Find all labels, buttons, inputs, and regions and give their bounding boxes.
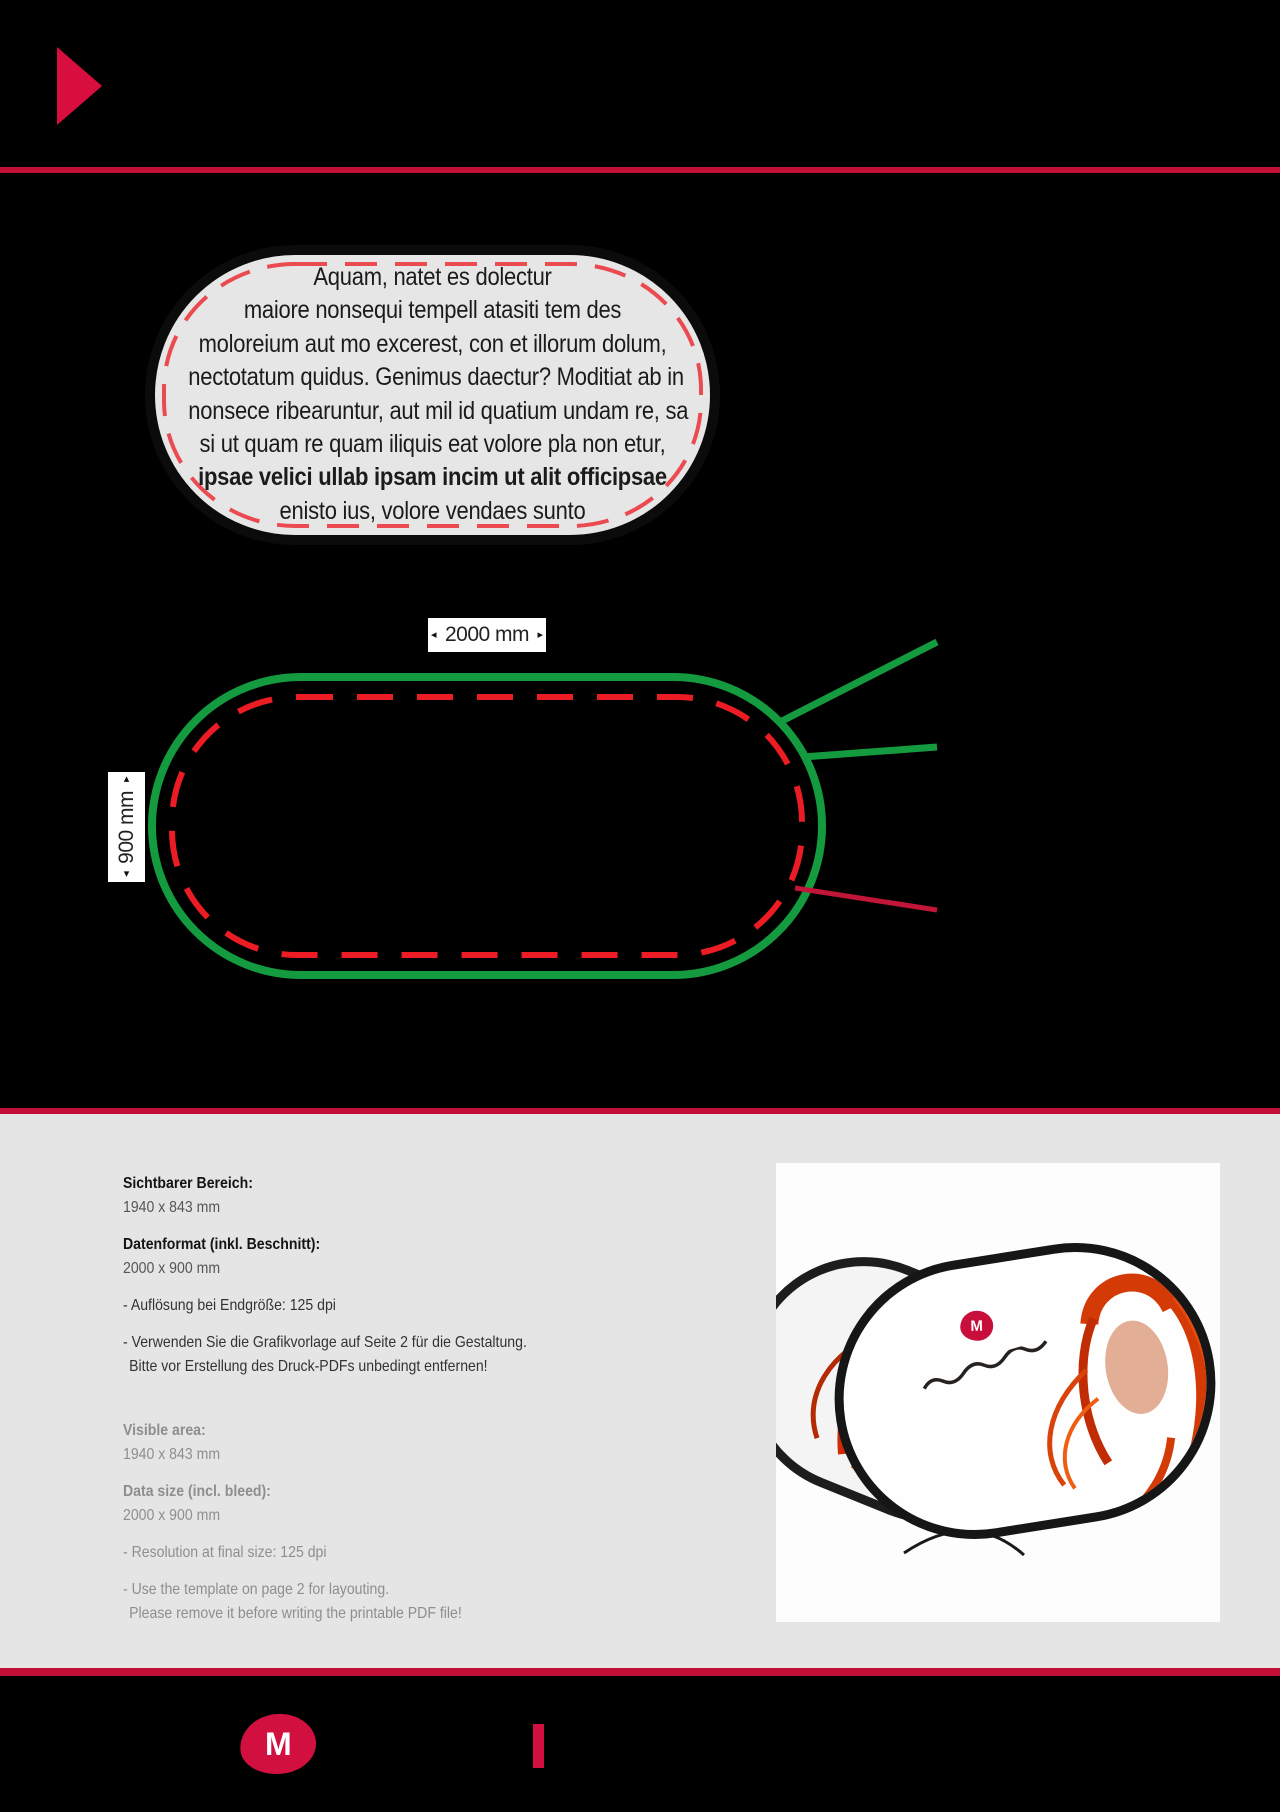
callout-print-line — [803, 747, 937, 757]
bottom-divider — [0, 1668, 1280, 1676]
width-dimension-value: 2000 mm — [444, 623, 530, 646]
en-format-value: 2000 x 900 mm — [123, 1507, 221, 1524]
en-resolution-note: - Resolution at final size: 125 dpi — [123, 1544, 327, 1561]
de-visible-value: 1940 x 843 mm — [123, 1199, 221, 1216]
bubble-line: nectotatum quidus. Genimus daectur? Moditiat ab in — [188, 363, 684, 392]
bubble-line: si ut quam re quam iliquis eat volore pla non etur, — [199, 430, 666, 459]
product-photo — [776, 1163, 1220, 1622]
de-resolution-note: - Auflösung bei Endgröße: 125 dpi — [123, 1297, 336, 1314]
final-size-outline — [152, 677, 822, 975]
de-template-note-line2: Bitte vor Erstellung des Druck-PDFs unbedingt entfernen! — [129, 1358, 488, 1375]
en-template-note-line1: - Use the template on page 2 for layouting. — [123, 1581, 390, 1598]
top-divider — [0, 167, 1280, 173]
callout-visible-area-line — [795, 888, 937, 910]
en-visible-value: 1940 x 843 mm — [123, 1446, 221, 1463]
arrow-left-icon: ◂ — [431, 628, 437, 641]
footer-wordmark-accent — [533, 1724, 544, 1768]
callout-final-size-line — [780, 642, 937, 722]
en-visible-label: Visible area: — [123, 1422, 206, 1439]
bubble-line: ipsae velici ullab ipsam incim ut alit officipsae — [198, 463, 667, 492]
bubble-line: maiore nonsequi tempell atasiti tem des — [243, 296, 622, 325]
arrow-right-icon: ▸ — [537, 628, 543, 641]
info-block-german — [123, 1172, 527, 1379]
de-format-value: 2000 x 900 mm — [123, 1260, 221, 1277]
height-dimension-label — [108, 772, 145, 882]
de-template-note-line1: - Verwenden Sie die Grafikvorlage auf Seite 2 für die Gestaltung. — [123, 1334, 527, 1351]
format-diagram — [140, 620, 960, 1020]
bubble-line: nonsece ribearuntur, aut mil id quatium undam re, sa — [188, 396, 689, 425]
speech-bubble — [145, 245, 720, 545]
red-haired-woman-photo — [964, 1231, 1220, 1542]
bubble-line: moloreium aut mo excerest, con et illorum dolum, — [198, 329, 667, 358]
en-template-note-line2: Please remove it before writing the printable PDF file! — [129, 1605, 462, 1622]
en-format-label: Data size (incl. bleed): — [123, 1483, 271, 1500]
info-block-english — [123, 1419, 462, 1626]
banner-brand-letter: M — [970, 1317, 984, 1335]
footer-brand-logo — [237, 1710, 319, 1778]
bleed-dashed-outline — [172, 697, 802, 955]
footer-brand-letter: M — [264, 1725, 292, 1762]
bubble-copy — [188, 255, 689, 528]
brand-triangle-icon — [57, 47, 102, 125]
bubble-line: Aquam, natet es dolectur — [313, 263, 552, 291]
bubble-line: enisto ius, volore vendaes sunto — [279, 496, 586, 525]
height-dimension-value: 900 mm — [114, 790, 138, 864]
info-panel — [0, 1114, 1280, 1668]
arrow-up-icon: ▴ — [123, 773, 130, 785]
de-visible-label: Sichtbarer Bereich: — [123, 1175, 253, 1192]
arrow-down-icon: ▾ — [123, 867, 130, 880]
de-format-label: Datenformat (inkl. Beschnitt): — [123, 1236, 321, 1253]
